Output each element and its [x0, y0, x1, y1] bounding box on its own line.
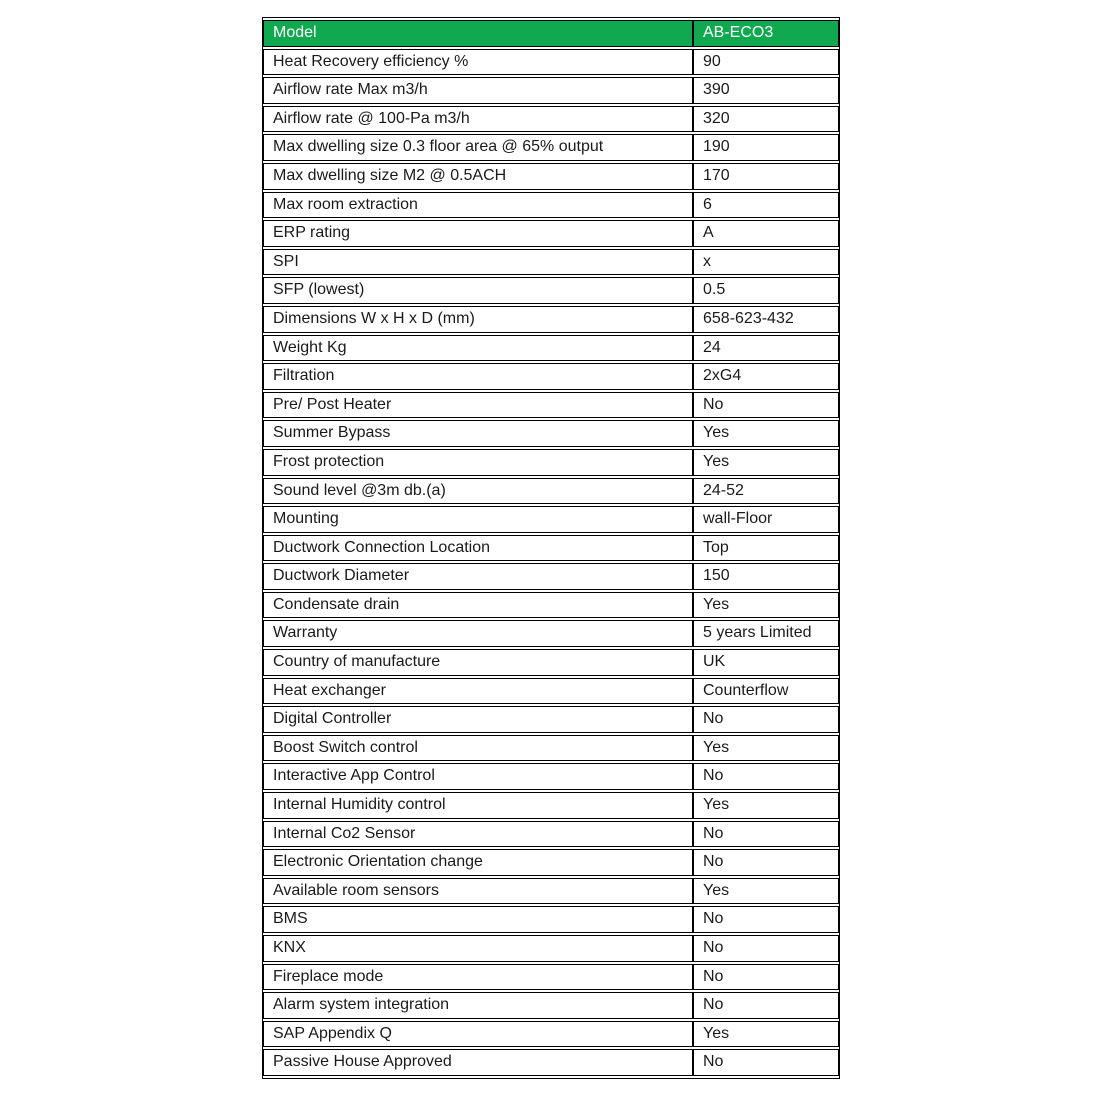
table-row: [263, 906, 839, 933]
spec-label: Max room extraction: [263, 192, 693, 219]
spec-table: [262, 17, 840, 1079]
spec-value: A: [693, 220, 839, 247]
header-model-cell: Model: [263, 20, 693, 47]
table-row: [263, 535, 839, 562]
spec-value: 150: [693, 563, 839, 590]
spec-value: 658-623-432: [693, 306, 839, 333]
spec-value: x: [693, 249, 839, 276]
spec-value: wall-Floor: [693, 506, 839, 533]
spec-value: Top: [693, 535, 839, 562]
spec-label: Passive House Approved: [263, 1049, 693, 1076]
spec-value: No: [693, 706, 839, 733]
spec-label: Max dwelling size M2 @ 0.5ACH: [263, 163, 693, 190]
spec-label: Available room sensors: [263, 878, 693, 905]
spec-value: Yes: [693, 449, 839, 476]
table-row: [263, 1049, 839, 1076]
table-row: [263, 363, 839, 390]
table-row: [263, 878, 839, 905]
spec-value: 90: [693, 49, 839, 76]
spec-label: Frost protection: [263, 449, 693, 476]
spec-value: Counterflow: [693, 678, 839, 705]
spec-value: No: [693, 964, 839, 991]
table-row: [263, 1021, 839, 1048]
table-row: [263, 163, 839, 190]
spec-label: Heat Recovery efficiency %: [263, 49, 693, 76]
spec-value: UK: [693, 649, 839, 676]
spec-label: Internal Humidity control: [263, 792, 693, 819]
table-row: [263, 77, 839, 104]
table-row: [263, 821, 839, 848]
spec-value: Yes: [693, 592, 839, 619]
spec-value: 6: [693, 192, 839, 219]
spec-value: 24-52: [693, 478, 839, 505]
spec-label: Summer Bypass: [263, 420, 693, 447]
spec-label: Internal Co2 Sensor: [263, 821, 693, 848]
header-model-value-cell: AB-ECO3: [693, 20, 839, 47]
table-row: [263, 220, 839, 247]
spec-label: Condensate drain: [263, 592, 693, 619]
table-row: [263, 106, 839, 133]
table-row: [263, 992, 839, 1019]
spec-label: Weight Kg: [263, 335, 693, 362]
spec-value: 170: [693, 163, 839, 190]
table-row: [263, 563, 839, 590]
table-row: [263, 849, 839, 876]
spec-value: No: [693, 1049, 839, 1076]
spec-label: ERP rating: [263, 220, 693, 247]
spec-label: Max dwelling size 0.3 floor area @ 65% output: [263, 134, 693, 161]
table-row: [263, 335, 839, 362]
spec-value: 5 years Limited: [693, 620, 839, 647]
spec-label: Mounting: [263, 506, 693, 533]
table-row: [263, 49, 839, 76]
spec-label: Filtration: [263, 363, 693, 390]
spec-value: 24: [693, 335, 839, 362]
spec-value: No: [693, 935, 839, 962]
spec-value: Yes: [693, 878, 839, 905]
spec-value: 190: [693, 134, 839, 161]
spec-label: KNX: [263, 935, 693, 962]
spec-value: No: [693, 763, 839, 790]
table-row: [263, 249, 839, 276]
spec-value: 320: [693, 106, 839, 133]
table-row: [263, 620, 839, 647]
table-row: [263, 649, 839, 676]
spec-value: Yes: [693, 420, 839, 447]
spec-label: Airflow rate Max m3/h: [263, 77, 693, 104]
spec-label: Airflow rate @ 100-Pa m3/h: [263, 106, 693, 133]
spec-value: No: [693, 992, 839, 1019]
spec-label: SPI: [263, 249, 693, 276]
spec-label: Ductwork Connection Location: [263, 535, 693, 562]
spec-value: Yes: [693, 1021, 839, 1048]
spec-label: Digital Controller: [263, 706, 693, 733]
table-row: [263, 277, 839, 304]
table-row: [263, 392, 839, 419]
spec-label: Country of manufacture: [263, 649, 693, 676]
spec-label: SAP Appendix Q: [263, 1021, 693, 1048]
spec-value: No: [693, 906, 839, 933]
spec-label: BMS: [263, 906, 693, 933]
spec-label: SFP (lowest): [263, 277, 693, 304]
spec-label: Electronic Orientation change: [263, 849, 693, 876]
spec-label: Alarm system integration: [263, 992, 693, 1019]
table-row: [263, 506, 839, 533]
spec-label: Ductwork Diameter: [263, 563, 693, 590]
spec-label: Fireplace mode: [263, 964, 693, 991]
table-row: [263, 678, 839, 705]
spec-label: Dimensions W x H x D (mm): [263, 306, 693, 333]
header-row: [263, 20, 839, 47]
spec-value: 0.5: [693, 277, 839, 304]
spec-label: Interactive App Control: [263, 763, 693, 790]
table-row: [263, 964, 839, 991]
spec-label: Sound level @3m db.(a): [263, 478, 693, 505]
table-row: [263, 306, 839, 333]
table-row: [263, 935, 839, 962]
table-row: [263, 478, 839, 505]
table-row: [263, 192, 839, 219]
spec-value: 390: [693, 77, 839, 104]
spec-label: Heat exchanger: [263, 678, 693, 705]
table-row: [263, 449, 839, 476]
table-row: [263, 592, 839, 619]
spec-value: No: [693, 849, 839, 876]
spec-value: No: [693, 392, 839, 419]
table-row: [263, 134, 839, 161]
spec-table-container: [262, 17, 840, 1079]
spec-label: Warranty: [263, 620, 693, 647]
spec-value: No: [693, 821, 839, 848]
spec-value: 2xG4: [693, 363, 839, 390]
table-row: [263, 735, 839, 762]
table-row: [263, 763, 839, 790]
spec-label: Pre/ Post Heater: [263, 392, 693, 419]
table-row: [263, 792, 839, 819]
spec-label: Boost Switch control: [263, 735, 693, 762]
table-row: [263, 420, 839, 447]
spec-value: Yes: [693, 735, 839, 762]
spec-value: Yes: [693, 792, 839, 819]
table-row: [263, 706, 839, 733]
